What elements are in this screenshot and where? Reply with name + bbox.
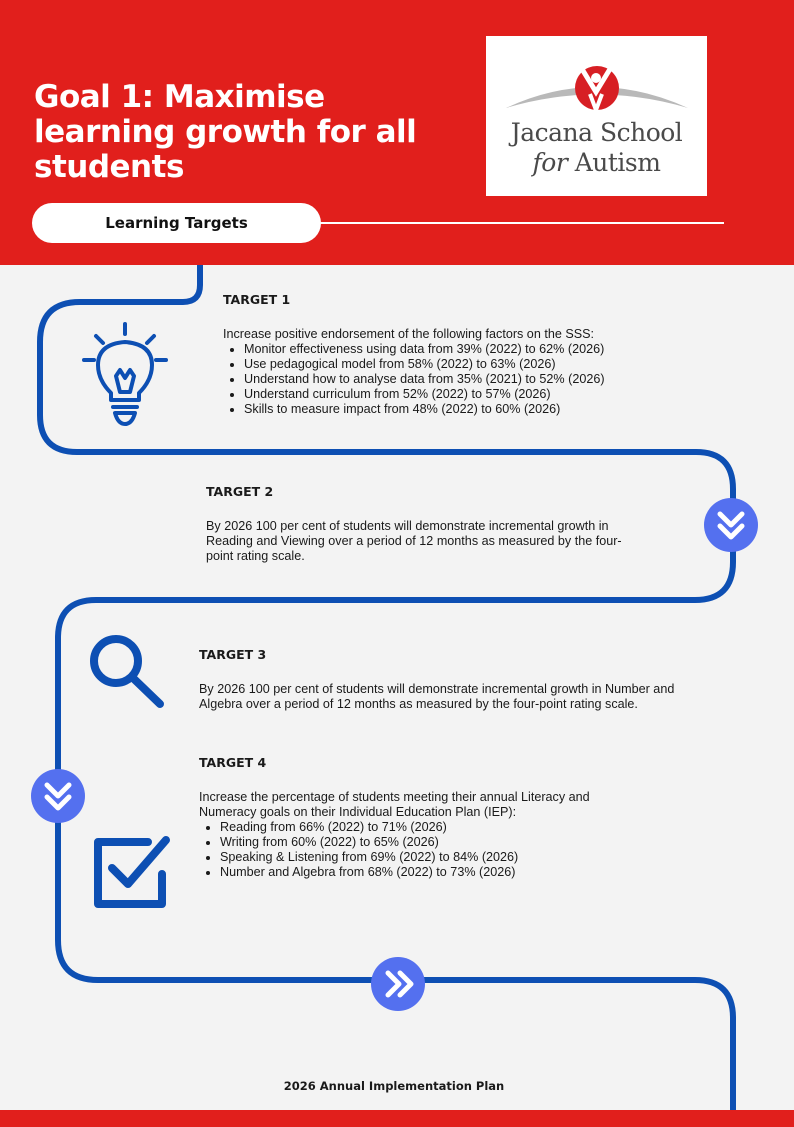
target-heading: TARGET 3 [199,647,267,662]
chevron-right-badge [371,957,425,1011]
list-item: • Speaking & Listening from 69% (2022) to 84% (2026) [220,850,639,865]
target-body: By 2026 100 per cent of students will demonstrate incremental growth in Reading and Viewing over a period of 12 months as measured by the four-point rating scale. [206,519,622,563]
chevron-down-icon [704,498,758,552]
target-heading: TARGET 4 [199,755,267,770]
chevron-down-badge [704,498,758,552]
page-title: Goal 1: Maximise learning growth for all students [34,79,417,185]
logo-name: Jacana School [510,118,683,147]
chevron-down-icon [31,769,85,823]
target-list [199,820,639,880]
target-1 [223,292,643,417]
target-intro: Increase positive endorsement of the following factors on the SSS: [223,327,595,341]
list-item: • Understand how to analyse data from 35% (2021) to 52% (2026) [244,372,643,387]
list-item: • Writing from 60% (2022) to 65% (2026) [220,835,639,850]
list-item: • Skills to measure impact from 48% (2022) to 60% (2026) [244,402,643,417]
list-item: • Number and Algebra from 68% (2022) to 73% (2026) [220,865,639,880]
lightbulb-icon [80,320,170,430]
target-list [223,342,643,417]
target-intro: Increase the percentage of students meeting their annual Literacy and Numeracy goals on their Individual Education Plan (IEP): [199,790,590,819]
footer-text: 2026 Annual Implementation Plan [283,1079,505,1093]
logo-for: for [532,148,568,177]
checkbox-icon [88,828,172,912]
list-item: • Understand curriculum from 52% (2022) to 57% (2026) [244,387,643,402]
target-2 [206,484,646,564]
logo-autism: Autism [574,148,661,177]
target-3 [199,647,699,712]
chevron-down-badge-2 [31,769,85,823]
chevron-right-icon [371,957,425,1011]
list-item: • Use pedagogical model from 58% (2022) to 63% (2026) [244,357,643,372]
footer-bar [0,1110,794,1127]
section-pill: Learning Targets [32,203,321,243]
list-item: • Monitor effectiveness using data from 39% (2022) to 62% (2026) [244,342,643,357]
target-heading: TARGET 2 [206,484,274,499]
target-body: By 2026 100 per cent of students will demonstrate incremental growth in Number and Algebra over a period of 12 months as measured by the four-point rating scale. [199,682,675,711]
target-heading: TARGET 1 [223,292,291,307]
magnifier-icon [88,630,168,710]
list-item: • Reading from 66% (2022) to 71% (2026) [220,820,639,835]
target-4 [199,755,639,880]
